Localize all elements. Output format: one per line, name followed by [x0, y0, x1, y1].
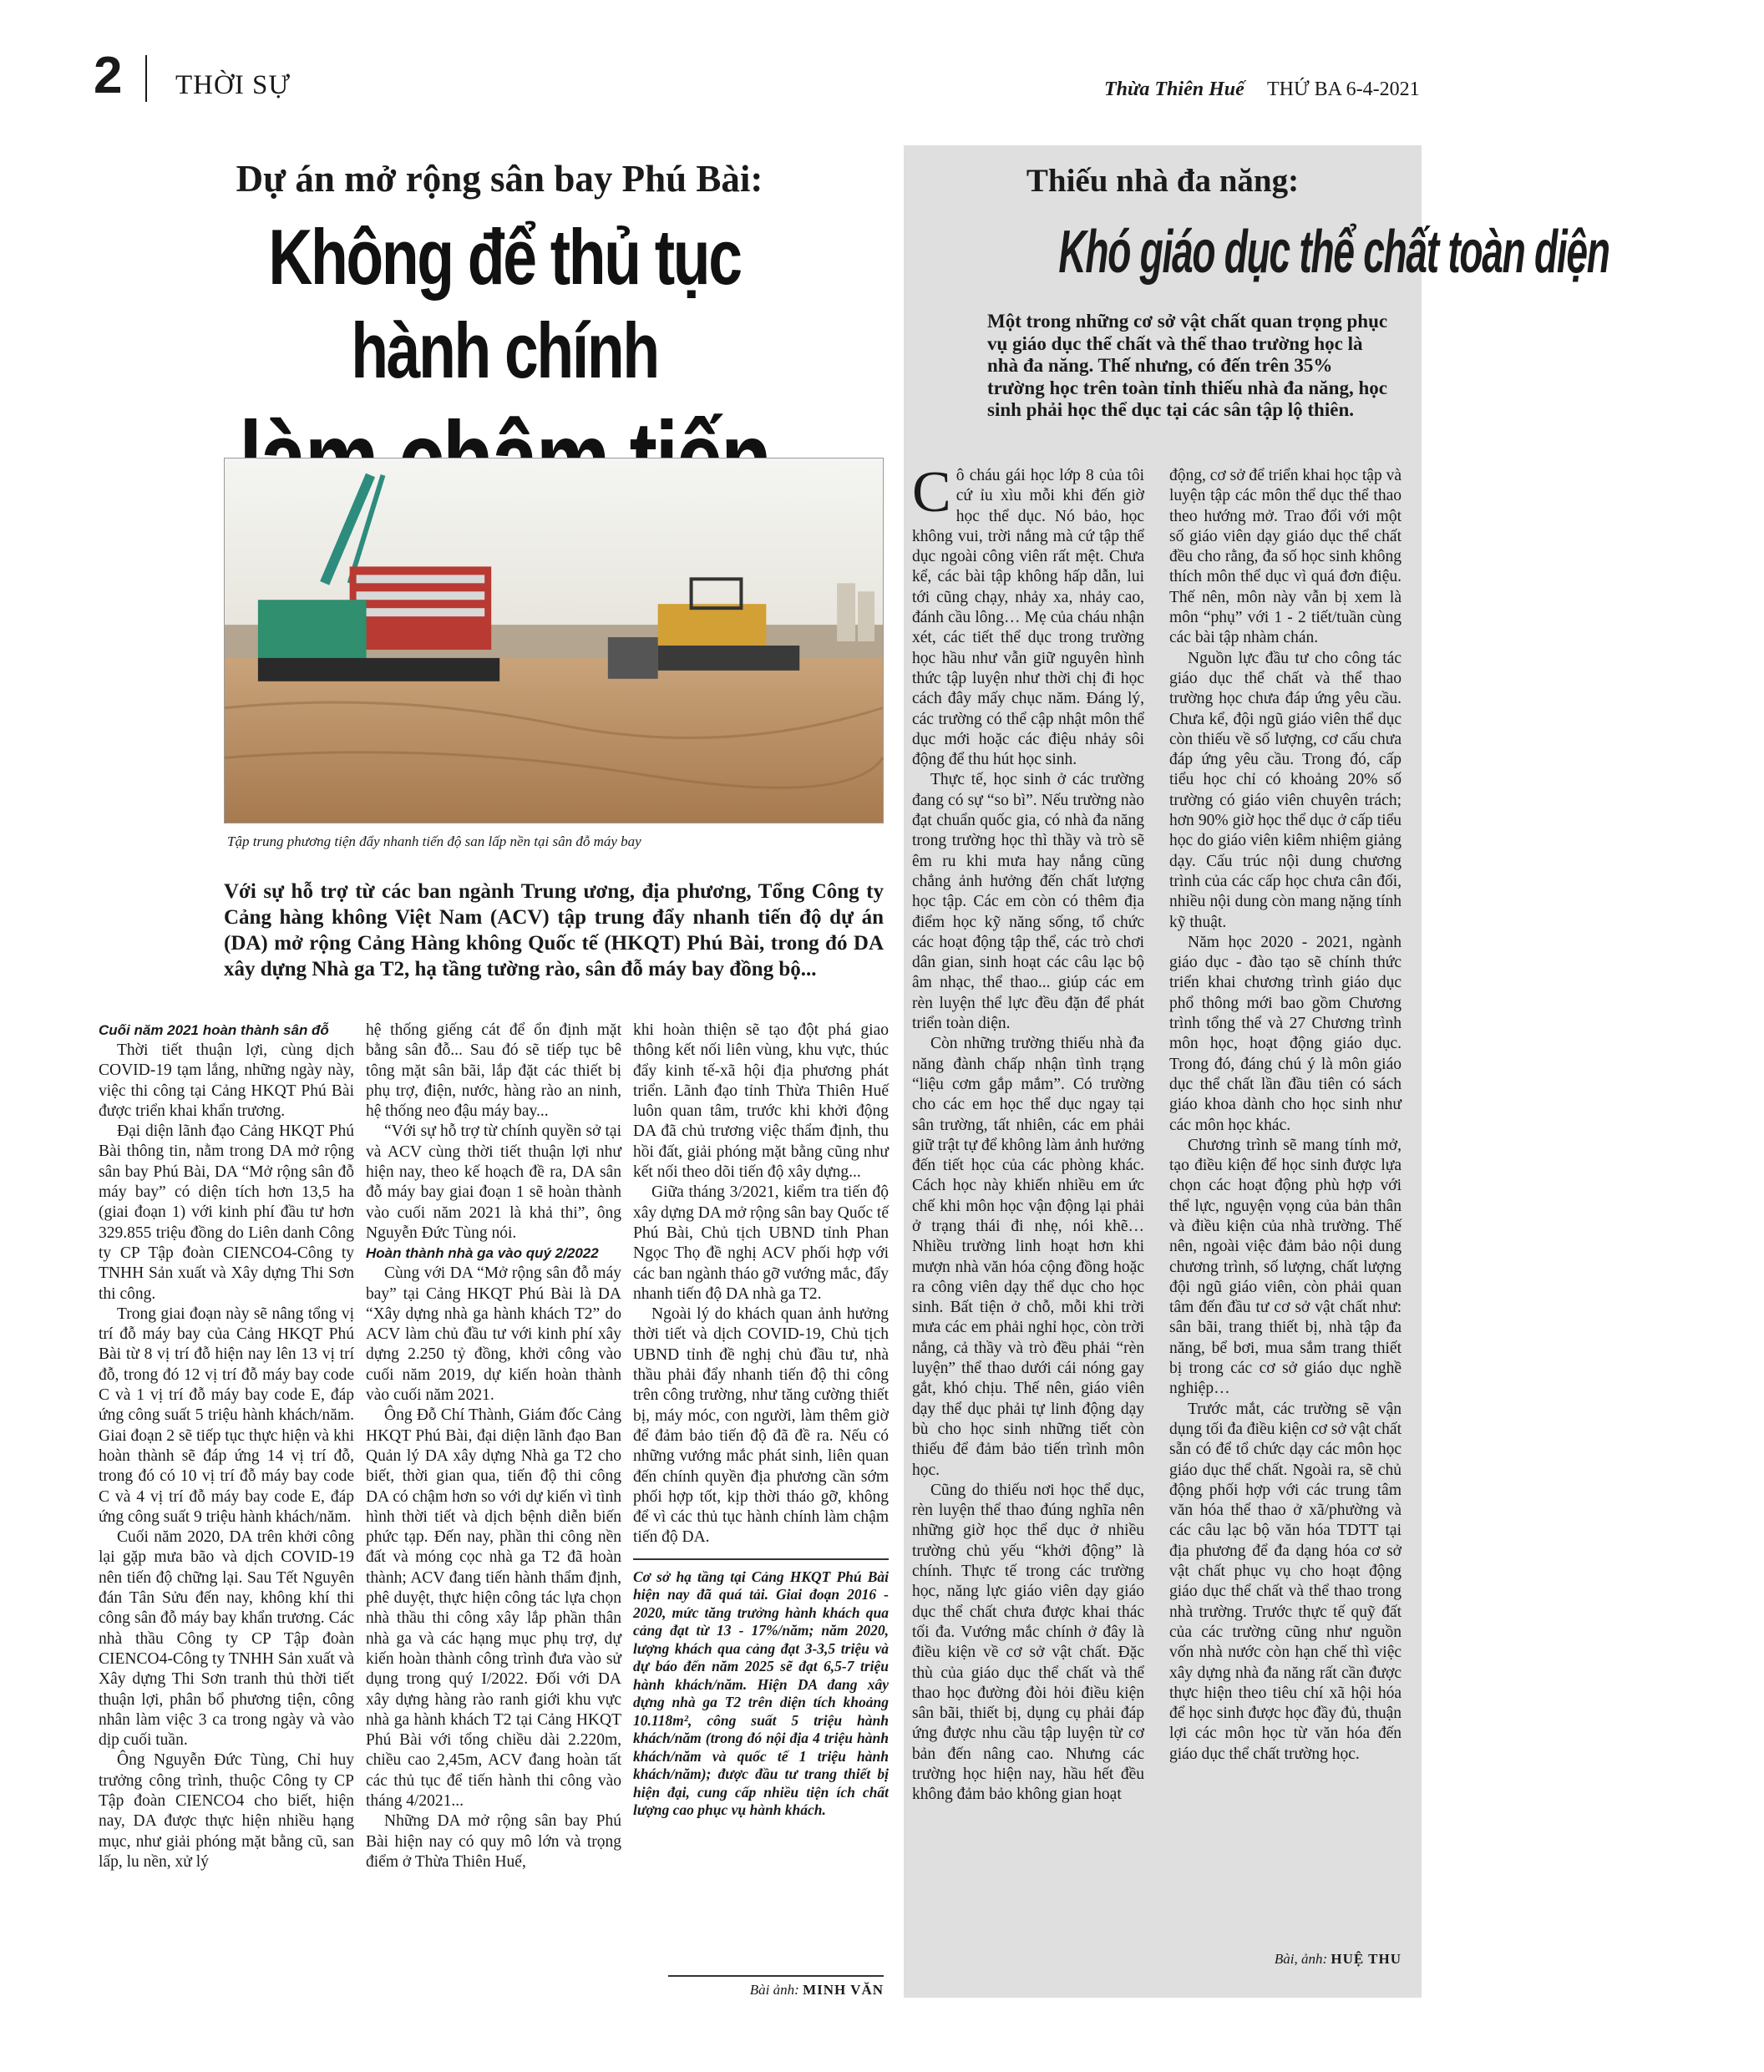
- drop-cap: C: [912, 460, 951, 524]
- paragraph: Nguồn lực đầu tư cho công tác giáo dục thể chất và thể thao trường học chưa đáp ứng yêu cầu. Chưa kể, đội ngũ giáo viên thể dục còn thiếu về số lượng, cơ cấu chưa đáp ứng yêu cầu. Trong đó, cấp tiểu học chỉ có khoảng 20% số trường có giáo viên chuyên trách; hơn 90% giờ học thể dục ở cấp tiểu học do giáo viên kiêm nhiệm giảng dạy. Cấu trúc nội dung chương trình của các cấp học chưa cân đối, nhiều nội dung còn mang nặng tính kỹ thuật.: [1169, 649, 1402, 931]
- paragraph: Ông Đỗ Chí Thành, Giám đốc Cảng HKQT Phú Bài, đại diện lãnh đạo Ban Quản lý DA xây dựng Nhà ga T2 cho biết, thời gian qua, tiến độ thi công DA có chậm hơn so với dự kiến vì tình hình thời tiết và dịch bệnh diễn biến phức tạp. Đến nay, phần thi công nền đất và móng cọc nhà ga T2 đã hoàn thành; ACV đang tiến hành thẩm định, phê duyệt, thực hiện công tác lựa chọn nhà thầu thi công xây lắp phần thân nhà ga và các hạng mục phụ trợ, dự kiến hoàn thành công trình đưa vào sử dụng trong quý I/2022. Đối với DA xây dựng hàng rào ranh giới khu vực nhà ga hành khách T2 tại Cảng HKQT Phú Bài với tổng chiều dài 2.220m, chiều cao 2,45m, ACV đang hoàn tất các thủ tục để tiến hành thi công vào tháng 4/2021...: [366, 1406, 621, 1810]
- sidebar-column-1: [912, 460, 1144, 1806]
- photo-caption: Tập trung phương tiện đẩy nhanh tiến độ san lấp nền tại sân đỗ máy bay: [227, 833, 641, 849]
- article-column-2: [366, 1021, 621, 1872]
- paragraph: Giữa tháng 3/2021, kiểm tra tiến độ xây dựng DA mở rộng sân bay Quốc tế Phú Bài, Chủ tịch UBND tỉnh Phan Ngọc Thọ đề nghị ACV phối hợp với các ban ngành tháo gỡ vướng mắc, đẩy nhanh tiến độ DA nhà ga T2.: [633, 1183, 889, 1303]
- sidebar-headline-text: Khó giáo dục thể chất toàn diện: [1058, 219, 1609, 286]
- sidebar-byline: [1169, 1951, 1402, 1968]
- byline-author: MINH VĂN: [803, 1982, 884, 1998]
- section-name: THỜI SỰ: [175, 70, 291, 100]
- issue-date: THỨ BA 6-4-2021: [1267, 79, 1420, 100]
- byline-label: Bài ảnh:: [749, 1982, 799, 1998]
- paragraph: Trong giai đoạn này sẽ nâng tổng vị trí đỗ máy bay của Cảng HKQT Phú Bài từ 8 vị trí đỗ hiện nay lên 13 vị trí đỗ, trong đó 12 vị trí đỗ máy bay code C và 1 vị trí đỗ máy bay code E, đáp ứng công suất 5 triệu hành khách/năm. Giai đoạn 2 sẽ tiếp tục thực hiện và khi hoàn thành sẽ đáp ứng 14 vị trí đỗ, trong đó có 10 vị trí đỗ máy bay code C và 4 vị trí đỗ máy bay code E, đáp ứng công suất 9 triệu hành khách/năm.: [99, 1304, 354, 1526]
- sidebar-lead: Một trong những cơ sở vật chất quan trọng phục vụ giáo dục thể chất và thể thao trường học là nhà đa năng. Thế nhưng, có đến trên 35% trường học trên toàn tỉnh thiếu nhà đa năng, học sinh phải học thể dục tại các sân tập lộ thiên.: [987, 311, 1388, 420]
- paragraph: Chương trình sẽ mang tính mở, tạo điều kiện để học sinh được lựa chọn các hoạt động phù hợp với thể lực, nguyện vọng của bản thân và điều kiện của nhà trường. Thế nên, ngoài việc đảm bảo nội dung chương trình, số lượng, chất lượng đội ngũ giáo viên, còn phải quan tâm đến đầu tư cơ sở vật chất như: sân bãi, trang thiết bị, nhà tập đa năng, bể bơi, mua sắm trang thiết bị trong các cơ sở giáo dục nghề nghiệp…: [1169, 1136, 1402, 1398]
- paragraph: Cùng với DA “Mở rộng sân đỗ máy bay” tại Cảng HKQT Phú Bài là DA “Xây dựng nhà ga hành khách T2” do ACV làm chủ đầu tư với kinh phí xây dựng 2.250 tỷ đồng, khởi công vào cuối năm 2019, dự kiến hoàn thành vào cuối năm 2021.: [366, 1264, 621, 1405]
- paragraph: Trước mắt, các trường sẽ vận dụng tối đa điều kiện cơ sở vật chất sẵn có để tổ chức dạy các môn học giáo dục thể chất. Ngoài ra, sẽ chủ động phối hợp với các trung tâm văn hóa thể thao ở xã/phường và các câu lạc bộ văn hóa TDTT tại địa phương để đa dạng hóa cơ sở vật chất phục vụ cho hoạt động giáo dục thể chất và thể thao trong nhà trường. Trước thực tế quỹ đất của các trường cũng như nguồn vốn nhà nước còn hạn chế thì việc xây dựng nhà đa năng rất cần được thực hiện theo tiêu chí xã hội hóa để học sinh được học đầy đủ, thuận lợi các môn học từ văn hóa đến giáo dục thể chất trường học.: [1169, 1400, 1402, 1763]
- paragraph: hệ thống giếng cát để ổn định mặt bằng sân đỗ... Sau đó sẽ tiếp tục bê tông mặt sân bãi, lắp đặt các thiết bị phụ trợ, điện, nước, hàng rào an ninh, hệ thống neo đậu máy bay...: [366, 1021, 621, 1121]
- article-column-1: [99, 1021, 354, 1872]
- paragraph: Năm học 2020 - 2021, ngành giáo dục - đào tạo sẽ chính thức triển khai chương trình giáo dục phổ thông mới bao gồm Chương trình tổng thể và 27 Chương trình môn học, hoạt động giáo dục. Trong đó, đáng chú ý là môn giáo dục thể chất lần đầu tiên có sách giáo khoa dành cho học sinh như các môn học khác.: [1169, 933, 1402, 1134]
- subheading: Cuối năm 2021 hoàn thành sân đỗ: [99, 1022, 329, 1038]
- construction-photo: [224, 458, 884, 823]
- byline-label: Bài, ảnh:: [1274, 1951, 1328, 1967]
- paragraph: khi hoàn thiện sẽ tạo đột phá giao thông kết nối liên vùng, khu vực, thúc đẩy kinh tế-xã hội địa phương phát triển. Lãnh đạo tỉnh Thừa Thiên Huế luôn quan tâm, trước khi khởi động DA đã chủ trương việc thẩm định, thu hồi đất, giải phóng mặt bằng cũng như kết nối theo dõi tiến độ xây dựng...: [633, 1021, 889, 1182]
- paragraph: Những DA mở rộng sân bay Phú Bài hiện nay có quy mô lớn và trọng điểm ở Thừa Thiên Huế,: [366, 1812, 621, 1871]
- byline-author: HUỆ THU: [1331, 1951, 1402, 1967]
- headline-line-1: Không để thủ tục hành chính: [268, 213, 741, 394]
- paragraph: Đại diện lãnh đạo Cảng HKQT Phú Bài thông tin, nằm trong DA mở rộng sân bay Phú Bài, DA “Mở rộng sân đỗ máy bay” có diện tích hơn 13,5 ha (giai đoạn 1) với kinh phí đầu tư hơn 329.855 triệu đồng do Liên danh Công ty CP Tập đoàn CIENCO4-Công ty TNHH Sản xuất và Xây dựng Thi Sơn thi công.: [99, 1122, 354, 1303]
- newspaper-name: Thừa Thiên Huế: [1104, 79, 1244, 100]
- paragraph: Ngoài lý do khách quan ảnh hưởng thời tiết và dịch COVID-19, Chủ tịch UBND tỉnh đề nghị chủ đầu tư, nhà thầu phải đẩy nhanh tiến độ thi công trên công trường, như tăng cường thiết bị, máy móc, con người, làm thêm giờ để đảm bảo tiến độ đã đề ra. Nếu có những vướng mắc phát sinh, liên quan đến chính quyền địa phương cần sớm phối hợp tốt, kịp thời tháo gỡ, không để vì các thủ tục hành chính làm chậm tiến độ DA.: [633, 1305, 889, 1547]
- paragraph: “Với sự hỗ trợ từ chính quyền sở tại và ACV cùng thời tiết thuận lợi như hiện nay, theo kế hoạch đề ra, DA sân đỗ máy bay giai đoạn 1 sẽ hoàn thành vào cuối năm 2021 là khả thi”, ông Nguyễn Đức Tùng nói.: [366, 1122, 621, 1242]
- paragraph: động, cơ sở để triển khai học tập và luyện tập các môn thể dục thể thao theo hướng mở. Trao đổi với một số giáo viên dạy giáo dục thể chất đều cho rằng, đa số học sinh không thích môn thể dục vì quá đơn điệu. Thế nên, môn này vẫn bị xem là môn “phụ” với 1 - 2 tiết/tuần cùng các bài tập nhàm chán.: [1169, 467, 1402, 647]
- sidebar-kicker: Thiếu nhà đa năng:: [1026, 163, 1300, 199]
- page-header: [94, 47, 1422, 109]
- header-divider: [145, 55, 147, 102]
- article-lead: Với sự hỗ trợ từ các ban ngành Trung ương, địa phương, Tổng Công ty Cảng hàng không Việt Nam (ACV) tập trung đẩy nhanh tiến độ dự án (DA) mở rộng Cảng Hàng không Quốc tế (HKQT) Phú Bài, trong đó DA xây dựng Nhà ga T2, hạ tầng tường rào, sân đỗ máy bay đồng bộ...: [224, 880, 884, 980]
- paragraph: Còn những trường thiếu nhà đa năng đành chấp nhận tình trạng “liệu cơm gắp mắm”. Có trường cho các em học thể dục ngay tại sân trường, tất nhiên, các em phải giữ trật tự để không làm ảnh hưởng đến tiết học của các phòng khác. Cách học này khiến nhiều em ức chế khi môn học vận động lại phải ở trạng thái đi nhẹ, nói khẽ… Nhiều trường linh hoạt hơn khi mượn nhà văn hóa cộng đồng hoặc ra công viên dạy thể dục cho học sinh. Bất tiện ở chỗ, mỗi khi trời mưa các em phải nghỉ học, còn trời nắng, cả thầy và trò đều phải “rèn luyện” thể thao dưới cái nóng gay gắt, khó chịu. Thế nên, giáo viên dạy thể dục phải tự linh động dạy bù cho học sinh những tiết còn thiếu để đảm bảo tiến trình môn học.: [912, 1035, 1144, 1479]
- page-number: 2: [94, 47, 123, 104]
- paragraph: Cuối năm 2020, DA trên khởi công lại gặp mưa bão và dịch COVID-19 nên tiến độ chững lại. Sau Tết Nguyên đán Tân Sửu đến nay, không khí thi công sân đỗ máy bay khẩn trương. Các nhà thầu Công ty CP Tập đoàn CIENCO4-Công ty TNHH Sản xuất và Xây dựng Thi Sơn tranh thủ thời tiết thuận lợi, phân bổ phương tiện, công nhân làm việc 3 ca trong ngày và vào dịp cuối tuần.: [99, 1528, 354, 1750]
- article-byline: [668, 1975, 884, 1999]
- paragraph: Ông Nguyễn Đức Tùng, Chỉ huy trưởng công trình, thuộc Công ty CP Tập đoàn CIENCO4 cho biết, hiện nay, DA được thực hiện nhiều hạng mục, như giải phóng mặt bằng cũ, san lấp, lu nền, xử lý: [99, 1751, 354, 1871]
- paragraph: Cũng do thiếu nơi học thể dục, rèn luyện thể thao đúng nghĩa nên những giờ học thể dục ở nhiều trường chủ yếu “khởi động” là chính. Thực tế trong các trường học, năng lực giáo viên dạy giáo dục thể chất chưa được khai thác tối đa. Vướng mắc chính ở đây là điều kiện về cơ sở vật chất. Đặc thù của giáo dục thể chất và thể thao học đường đòi hỏi điều kiện sân bãi, thiết bị, dụng cụ phải đáp ứng được nhu cầu tập luyện từ cơ bản đến nâng cao. Nhưng các trường học hiện nay, hầu hết đều không đảm bảo không gian hoạt: [912, 1481, 1144, 1804]
- info-box: Cơ sở hạ tầng tại Cảng HKQT Phú Bài hiện nay đã quá tải. Giai đoạn 2016 - 2020, mức tăng trưởng hành khách qua cảng đạt từ 13 - 17%/năm; năm 2020, lượng khách qua cảng đạt 3-3,5 triệu và dự báo đến năm 2025 sẽ đạt 6,5-7 triệu hành khách/năm. Hiện DA đang xây dựng nhà ga T2 trên diện tích khoảng 10.118m², công suất 5 triệu hành khách/năm (trong đó nội địa 4 triệu hành khách/năm và quốc tế 1 triệu hành khách/năm); được đầu tư trang thiết bị hiện đại, cung cấp nhiều tiện ích chất lượng cao phục vụ hành khách.: [633, 1558, 889, 1820]
- sidebar-column-2: [1169, 466, 1402, 1765]
- article-column-3: [633, 1021, 889, 1820]
- subheading: Hoàn thành nhà ga vào quý 2/2022: [366, 1245, 599, 1262]
- paragraph-text: ô cháu gái học lớp 8 của tôi cứ ỉu xìu mỗi khi đến giờ học thể dục. Nó bảo, học không vui, trời nắng mà cứ tập thể dục ngoài công viên rất mệt. Chưa kể, các bài tập không hấp dẫn, lui tới cũng chạy, nhảy xa, nhảy cao, đánh cầu lông… Mẹ của cháu nhận xét, các tiết thể dục trong trường học hầu như vẫn giữ nguyên hình thức tập luyện như thời chị đi học cách đây mấy chục năm. Đáng lý, các trường có thể cập nhật môn thể dục mới hoặc các điệu nhảy sôi động để thu hút học sinh.: [912, 467, 1144, 769]
- paragraph: Thực tế, học sinh ở các trường đang có sự “so bì”. Nếu trường nào đạt chuẩn quốc gia, có nhà đa năng trong trường học thì thầy và trò sẽ êm ru khi mưa hay nắng cũng chẳng ảnh hưởng đến chất lượng học tập. Các em còn có thêm địa điểm học kỹ năng sống, tổ chức các hoạt động tập thể, các trò chơi dân gian, sinh hoạt các câu lạc bộ âm nhạc, thể thao... giúp các em rèn luyện thể lực đều đặn để phát triển toàn diện.: [912, 771, 1144, 1033]
- sidebar-headline: [904, 210, 1609, 294]
- paragraph: Thời tiết thuận lợi, cùng dịch COVID-19 tạm lắng, những ngày này, việc thi công tại Cảng HKQT Phú Bài được triển khai khẩn trương.: [99, 1041, 354, 1120]
- article-kicker: Dự án mở rộng sân bay Phú Bài:: [236, 158, 763, 200]
- paragraph: [912, 460, 1144, 770]
